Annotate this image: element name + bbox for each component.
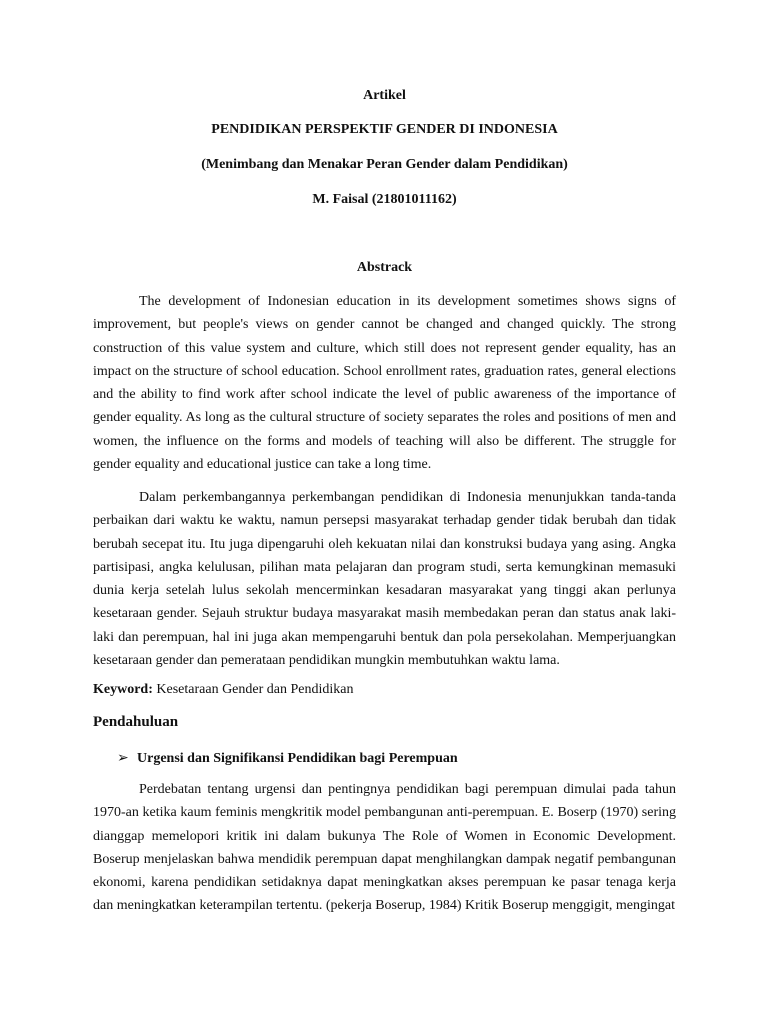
intro-paragraph: Perdebatan tentang urgensi dan pentingnya pendidikan bagi perempuan dimulai pada tahun 1970-an ketika kaum feminis mengkritik model pembangunan anti-perempuan. E. Boserp (1970) sering dianggap memelopori kritik ini dalam bukunya The Role of Women in Economic Development. Boserup menjelaskan bahwa mendidik perempuan dapat menghilangkan dampak negatif pembangunan ekonomi, karena pendidikan setidaknya dapat meningkatkan akses perempuan ke pasar tenaga kerja dan meningkatkan keterampilan tertentu. (pekerja Boserup, 1984) Kritik Boserup menggigit, mengingat <box>93 782 676 914</box>
subsection-title: Urgensi dan Signifikansi Pendidikan bagi Perempuan <box>137 751 458 766</box>
article-title: PENDIDIKAN PERSPEKTIF GENDER DI INDONESIA <box>211 122 558 137</box>
arrowhead-bullet-icon: ➢ <box>117 751 129 766</box>
document-page <box>93 0 676 1024</box>
article-label: Artikel <box>363 88 406 103</box>
article-author: M. Faisal (21801011162) <box>312 192 457 207</box>
article-subtitle: (Menimbang dan Menakar Peran Gender dalam Pendidikan) <box>201 157 568 172</box>
section-heading-pendahuluan: Pendahuluan <box>93 714 179 730</box>
abstract-indonesian-paragraph: Dalam perkembangannya perkembangan pendidikan di Indonesia menunjukkan tanda-tanda perbaikan dari waktu ke waktu, namun persepsi masyarakat terhadap gender tidak berubah dan tidak berubah secepat itu. Itu juga dipengaruhi oleh kekuatan nilai dan konstruksi budaya yang asing. Angka partisipasi, angka kelulusan, pilihan mata pelajaran dan program studi, serta kemungkinan memasuki dunia kerja setelah lulus sekolah mencerminkan kesadaran masyarakat yang tinggi akan perlunya kesetaraan gender. Sejauh struktur budaya masyarakat masih membedakan peran dan status anak laki-laki dan perempuan, hal ini juga akan mempengaruhi bentuk dan pola persekolahan. Memperjuangkan kesetaraan gender dan pemerataan pendidikan mungkin membutuhkan waktu lama. <box>93 490 676 669</box>
abstract-english-paragraph: The development of Indonesian education in its development sometimes shows signs of improvement, but people's views on gender cannot be changed and changed quickly. The strong construction of this value system and culture, which still does not represent gender equality, has an impact on the structure of school education. School enrollment rates, graduation rates, general elections and the ability to find work after school indicate the level of public awareness of the importance of gender equality. As long as the cultural structure of society separates the roles and positions of men and women, the influence on the forms and models of teaching will also be different. The struggle for gender equality and educational justice can take a long time. <box>93 294 676 473</box>
keyword-value: Kesetaraan Gender dan Pendidikan <box>152 682 354 697</box>
subsection-bullet <box>117 750 458 767</box>
abstract-heading: Abstrack <box>356 260 413 275</box>
keyword-line <box>93 682 353 698</box>
keyword-label: Keyword: <box>93 682 153 697</box>
